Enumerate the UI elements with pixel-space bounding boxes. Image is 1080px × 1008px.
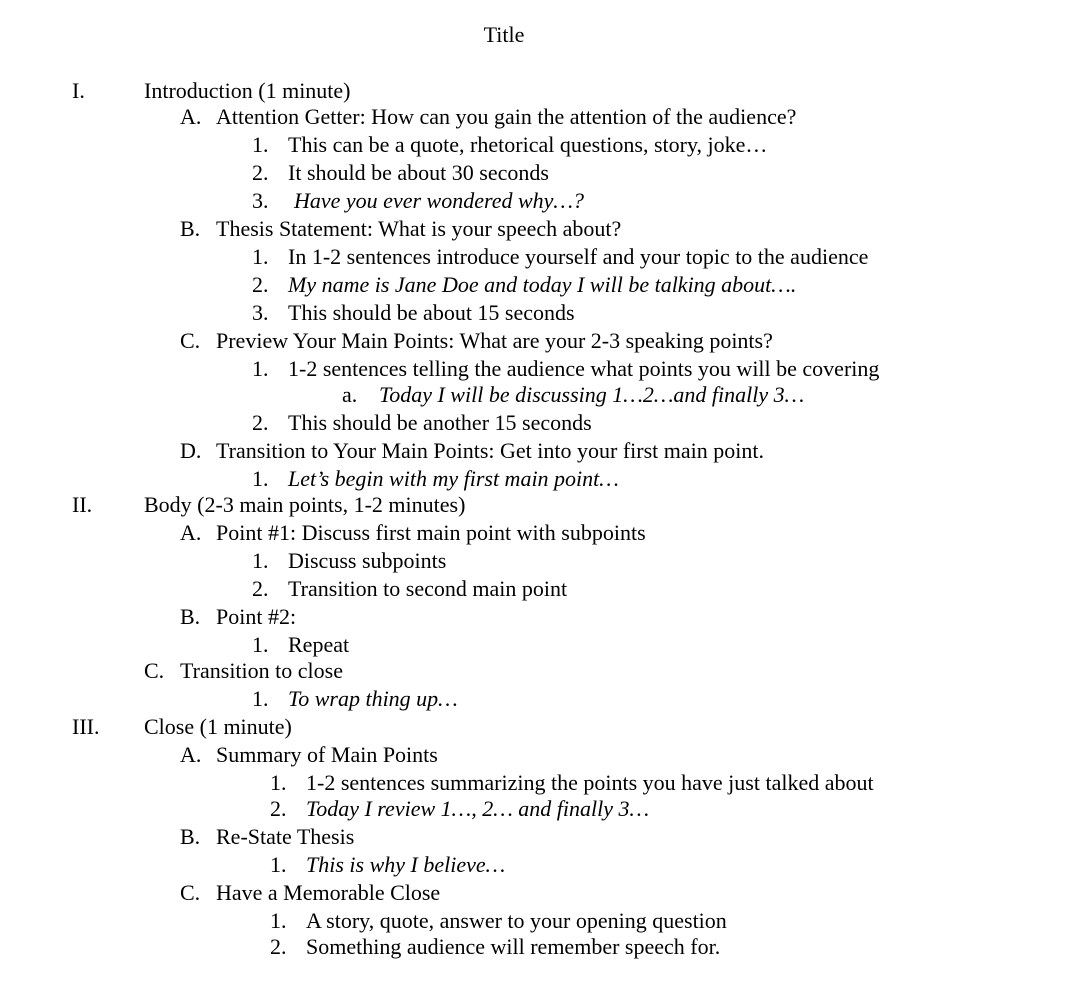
outline-marker: I. xyxy=(72,78,85,103)
outline-marker: 2. xyxy=(270,796,287,821)
outline-marker: 2. xyxy=(270,934,287,959)
outline-marker: C. xyxy=(144,658,165,683)
outline-text: This can be a quote, rhetorical questions, story, joke… xyxy=(288,132,768,157)
outline-text: Point #2: xyxy=(216,604,297,629)
outline-text: Today I review 1…, 2… and finally 3… xyxy=(306,796,650,821)
outline-text: Today I will be discussing 1…2…and finally 3… xyxy=(379,382,805,407)
outline-text: Body (2-3 main points, 1-2 minutes) xyxy=(144,492,466,517)
outline-marker: 1. xyxy=(252,686,269,711)
outline-marker: 1. xyxy=(252,632,269,657)
outline-marker: A. xyxy=(180,520,202,545)
outline-marker: II. xyxy=(72,492,93,517)
outline-marker: C. xyxy=(180,328,201,353)
outline-text: This is why I believe… xyxy=(306,852,506,877)
outline-marker: 3. xyxy=(252,300,269,325)
outline-marker: a. xyxy=(342,382,358,407)
outline-marker: 1. xyxy=(252,466,269,491)
outline-text: Summary of Main Points xyxy=(216,742,438,767)
outline-marker: B. xyxy=(180,604,201,629)
outline-text: My name is Jane Doe and today I will be talking about…. xyxy=(288,272,797,297)
outline-marker: D. xyxy=(180,438,202,463)
outline-marker: C. xyxy=(180,880,201,905)
outline-marker: 2. xyxy=(252,160,269,185)
outline-text: Transition to Your Main Points: Get into your first main point. xyxy=(216,438,765,463)
outline-text: 1-2 sentences summarizing the points you have just talked about xyxy=(306,770,874,795)
outline-marker: 2. xyxy=(252,576,269,601)
outline-text: Repeat xyxy=(288,632,350,657)
outline-text: A story, quote, answer to your opening question xyxy=(306,908,727,933)
outline-text: This should be another 15 seconds xyxy=(288,410,592,435)
outline-marker: 2. xyxy=(252,272,269,297)
outline-text: This should be about 15 seconds xyxy=(288,300,575,325)
outline-marker: 1. xyxy=(252,244,269,269)
outline-text: To wrap thing up… xyxy=(288,686,458,711)
outline-text: It should be about 30 seconds xyxy=(288,160,549,185)
outline-marker: B. xyxy=(180,824,201,849)
outline-text: Close (1 minute) xyxy=(144,714,292,739)
outline-marker: 1. xyxy=(270,770,287,795)
outline-text: Transition to second main point xyxy=(288,576,568,601)
outline-marker: A. xyxy=(180,742,202,767)
outline-text: Something audience will remember speech for. xyxy=(306,934,721,959)
outline-text: In 1-2 sentences introduce yourself and your topic to the audience xyxy=(288,244,869,269)
outline-text: Transition to close xyxy=(180,658,343,683)
outline-marker: 1. xyxy=(252,132,269,157)
outline-text: Preview Your Main Points: What are your 2-3 speaking points? xyxy=(216,328,773,353)
outline-text: Have a Memorable Close xyxy=(216,880,441,905)
outline-marker: A. xyxy=(180,104,202,129)
outline-marker: 1. xyxy=(252,356,269,381)
outline-text: Discuss subpoints xyxy=(288,548,447,573)
outline-text: Re-State Thesis xyxy=(216,824,355,849)
outline-marker: 2. xyxy=(252,410,269,435)
outline-marker: 3. xyxy=(252,188,269,213)
document-title: Title xyxy=(483,22,525,47)
outline-marker: B. xyxy=(180,216,201,241)
outline-text: Thesis Statement: What is your speech about? xyxy=(216,216,622,241)
outline-text: 1-2 sentences telling the audience what points you will be covering xyxy=(288,356,880,381)
outline-text: Let’s begin with my first main point… xyxy=(288,466,619,491)
outline-marker: 1. xyxy=(270,908,287,933)
outline-text: Introduction (1 minute) xyxy=(144,78,351,103)
outline-marker: 1. xyxy=(252,548,269,573)
outline-marker: III. xyxy=(72,714,100,739)
outline-marker: 1. xyxy=(270,852,287,877)
outline-text: Have you ever wondered why…? xyxy=(294,188,584,213)
outline-text: Point #1: Discuss first main point with subpoints xyxy=(216,520,646,545)
outline-text: Attention Getter: How can you gain the attention of the audience? xyxy=(216,104,797,129)
